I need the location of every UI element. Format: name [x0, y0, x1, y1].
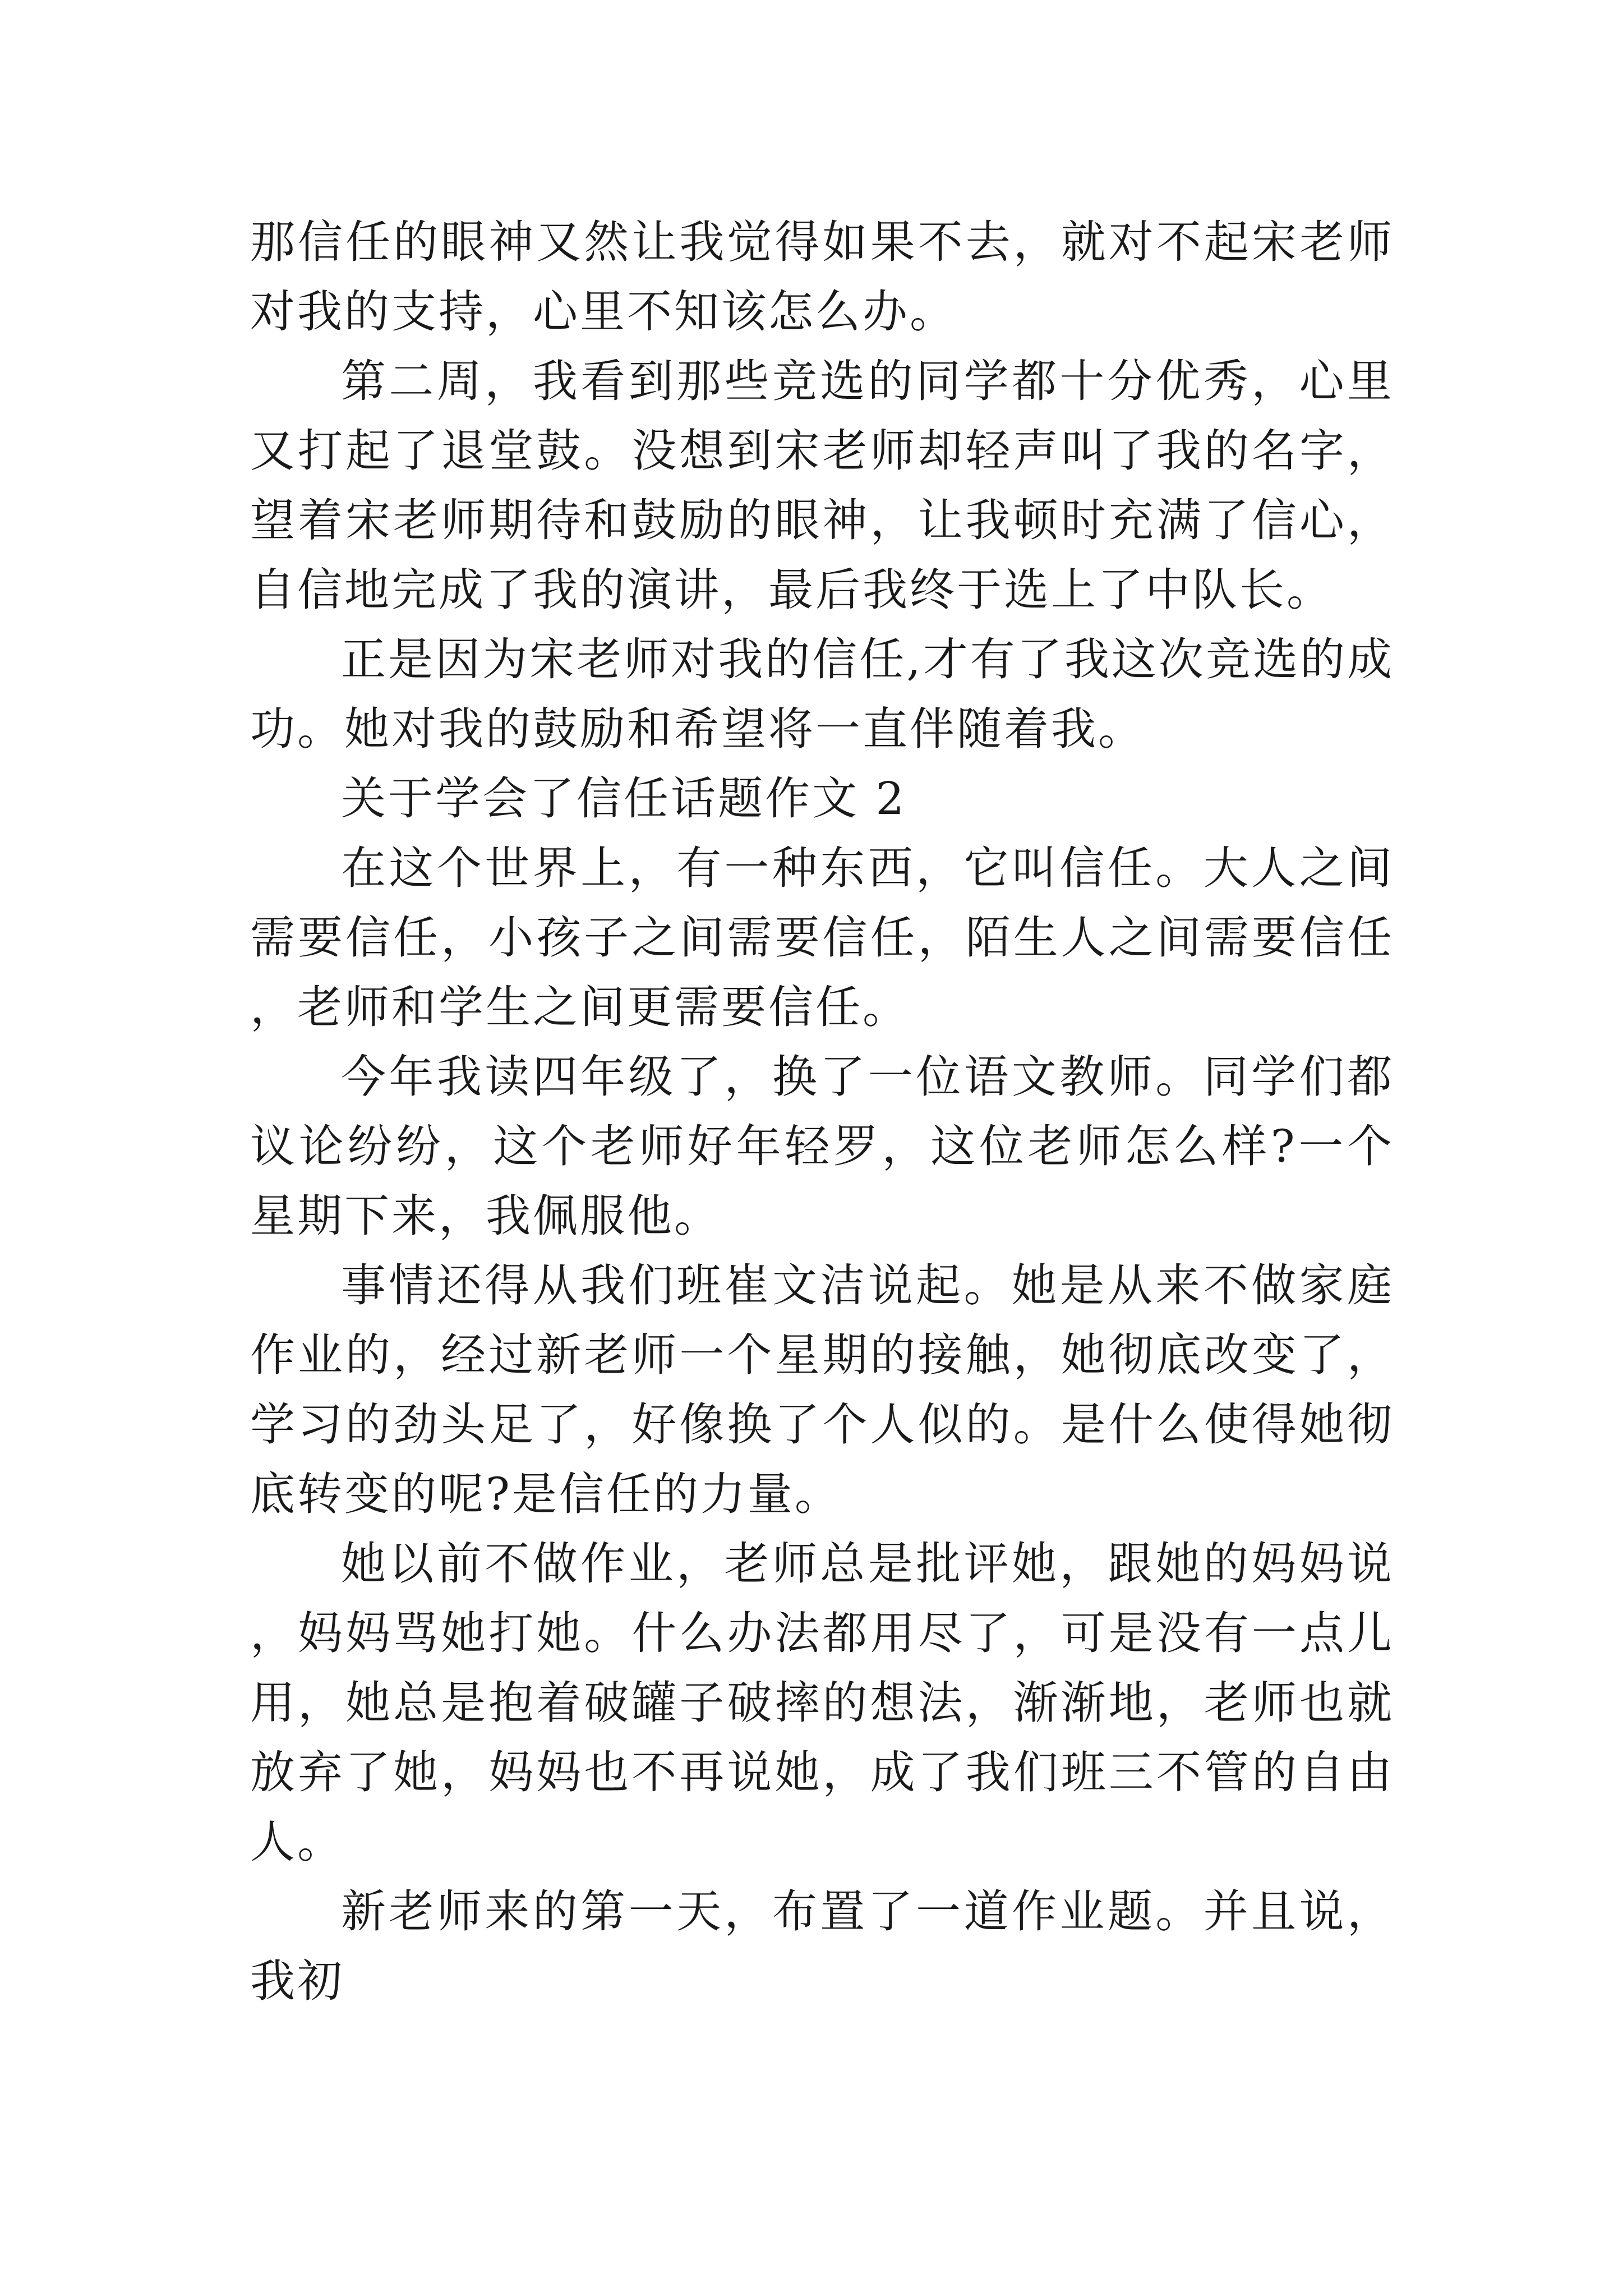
document-body — [250, 208, 1394, 2016]
paragraph-3: 正是因为宋老师对我的信任,才有了我这次竞选的成功。她对我的鼓励和希望将一直伴随着我。 — [250, 633, 1394, 755]
paragraph-8: 她以前不做作业，老师总是批评她，跟她的妈妈说，妈妈骂她打她。什么办法都用尽了，可是没有一点儿用，她总是抱着破罐子破摔的想法，渐渐地，老师也就放弃了她，妈妈也不再说她，成了我们班三不管的自由人。 — [250, 1538, 1394, 1868]
paragraph-5: 在这个世界上，有一种东西，它叫信任。大人之间需要信任，小孩子之间需要信任，陌生人之间需要信任，老师和学生之间更需要信任。 — [250, 842, 1394, 1033]
paragraph-9: 新老师来的第一天，布置了一道作业题。并且说，我初 — [250, 1885, 1394, 2007]
paragraph-1: 那信任的眼神又然让我觉得如果不去，就对不起宋老师对我的支持，心里不知该怎么办。 — [250, 216, 1394, 338]
paragraph-6: 今年我读四年级了，换了一位语文教师。同学们都议论纷纷，这个老师好年轻罗，这位老师怎么样?一个星期下来，我佩服他。 — [250, 1051, 1394, 1242]
paragraph-7: 事情还得从我们班崔文洁说起。她是从来不做家庭作业的，经过新老师一个星期的接触，她彻底改变了，学习的劲头足了，好像换了个人似的。是什么使得她彻底转变的呢?是信任的力量。 — [250, 1259, 1394, 1520]
section-heading: 关于学会了信任话题作文 2 — [341, 772, 907, 825]
paragraph-2: 第二周，我看到那些竞选的同学都十分优秀，心里又打起了退堂鼓。没想到宋老师却轻声叫了我的名字，望着宋老师期待和鼓励的眼神，让我顿时充满了信心，自信地完成了我的演讲，最后我终于选上了中队长。 — [250, 355, 1394, 616]
